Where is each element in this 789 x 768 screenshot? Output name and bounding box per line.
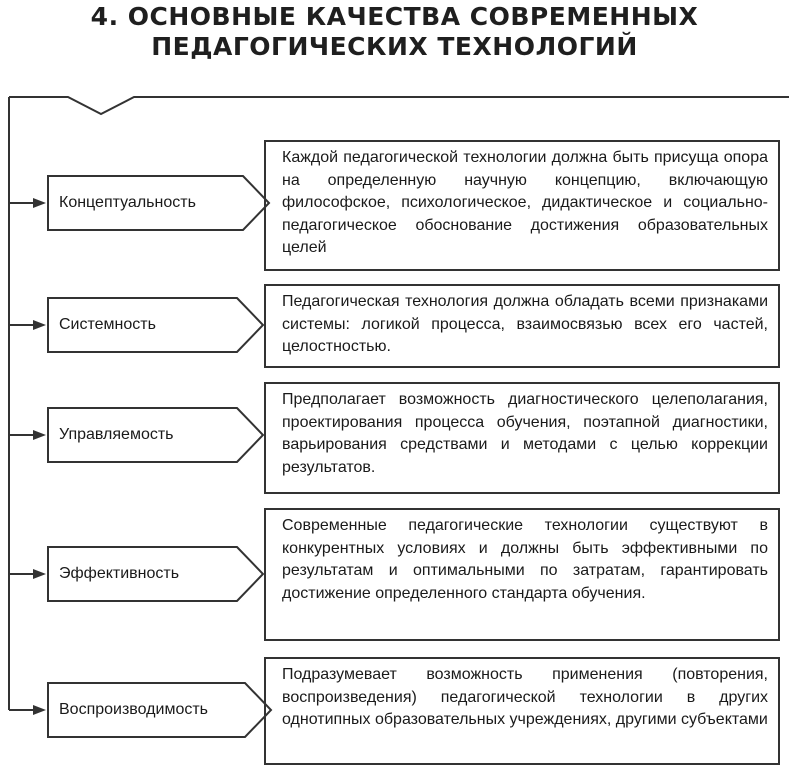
quality-label: Концептуальность xyxy=(59,194,196,211)
quality-box-conceptuality xyxy=(47,175,271,231)
top-bar xyxy=(9,97,789,114)
title-line-1: 4. ОСНОВНЫЕ КАЧЕСТВА СОВРЕМЕННЫХ xyxy=(90,2,699,31)
quality-box-systemness xyxy=(47,297,265,353)
branch-arrow-4 xyxy=(9,569,46,579)
quality-box-reproducibility xyxy=(47,682,273,738)
quality-label: Управляемость xyxy=(59,426,174,443)
branch-arrow-3 xyxy=(9,430,46,440)
branch-arrow-2 xyxy=(9,320,46,330)
description-box-conceptuality: Каждой педагогической технологии должна быть присуща опора на определенную научную концепцию, включающую философское, психологическое, дидактическое и социально-педагогическое обоснование достижения образовательных целей xyxy=(264,140,780,271)
quality-box-manageability xyxy=(47,407,265,463)
description-box-manageability: Предполагает возможность диагностического целеполагания, проектирования процесса обучения, поэтапной диагностики, варьирования средствами и методами с целью коррекции результатов. xyxy=(264,382,780,494)
description-box-systemness: Педагогическая технология должна обладать всеми признаками системы: логикой процесса, взаимосвязью всех его частей, целостностью. xyxy=(264,284,780,368)
quality-label: Системность xyxy=(59,316,156,333)
description-box-effectiveness: Современные педагогические технологии существуют в конкурентных условиях и должны быть эффективными по результатам и оптимальными по затратам, гарантировать достижение определенного стандарта обучения. xyxy=(264,508,780,641)
branch-arrow-5 xyxy=(9,705,46,715)
title-line-2: ПЕДАГОГИЧЕСКИХ ТЕХНОЛОГИЙ xyxy=(151,32,638,61)
quality-label: Эффективность xyxy=(59,565,180,582)
quality-label: Воспроизводимость xyxy=(59,701,209,718)
description-box-reproducibility: Подразумевает возможность применения (повторения, воспроизведения) педагогической технологии в других однотипных образовательных учреждениях, другими субъектами xyxy=(264,657,780,765)
branch-arrow-1 xyxy=(9,198,46,208)
quality-box-effectiveness xyxy=(47,546,265,602)
